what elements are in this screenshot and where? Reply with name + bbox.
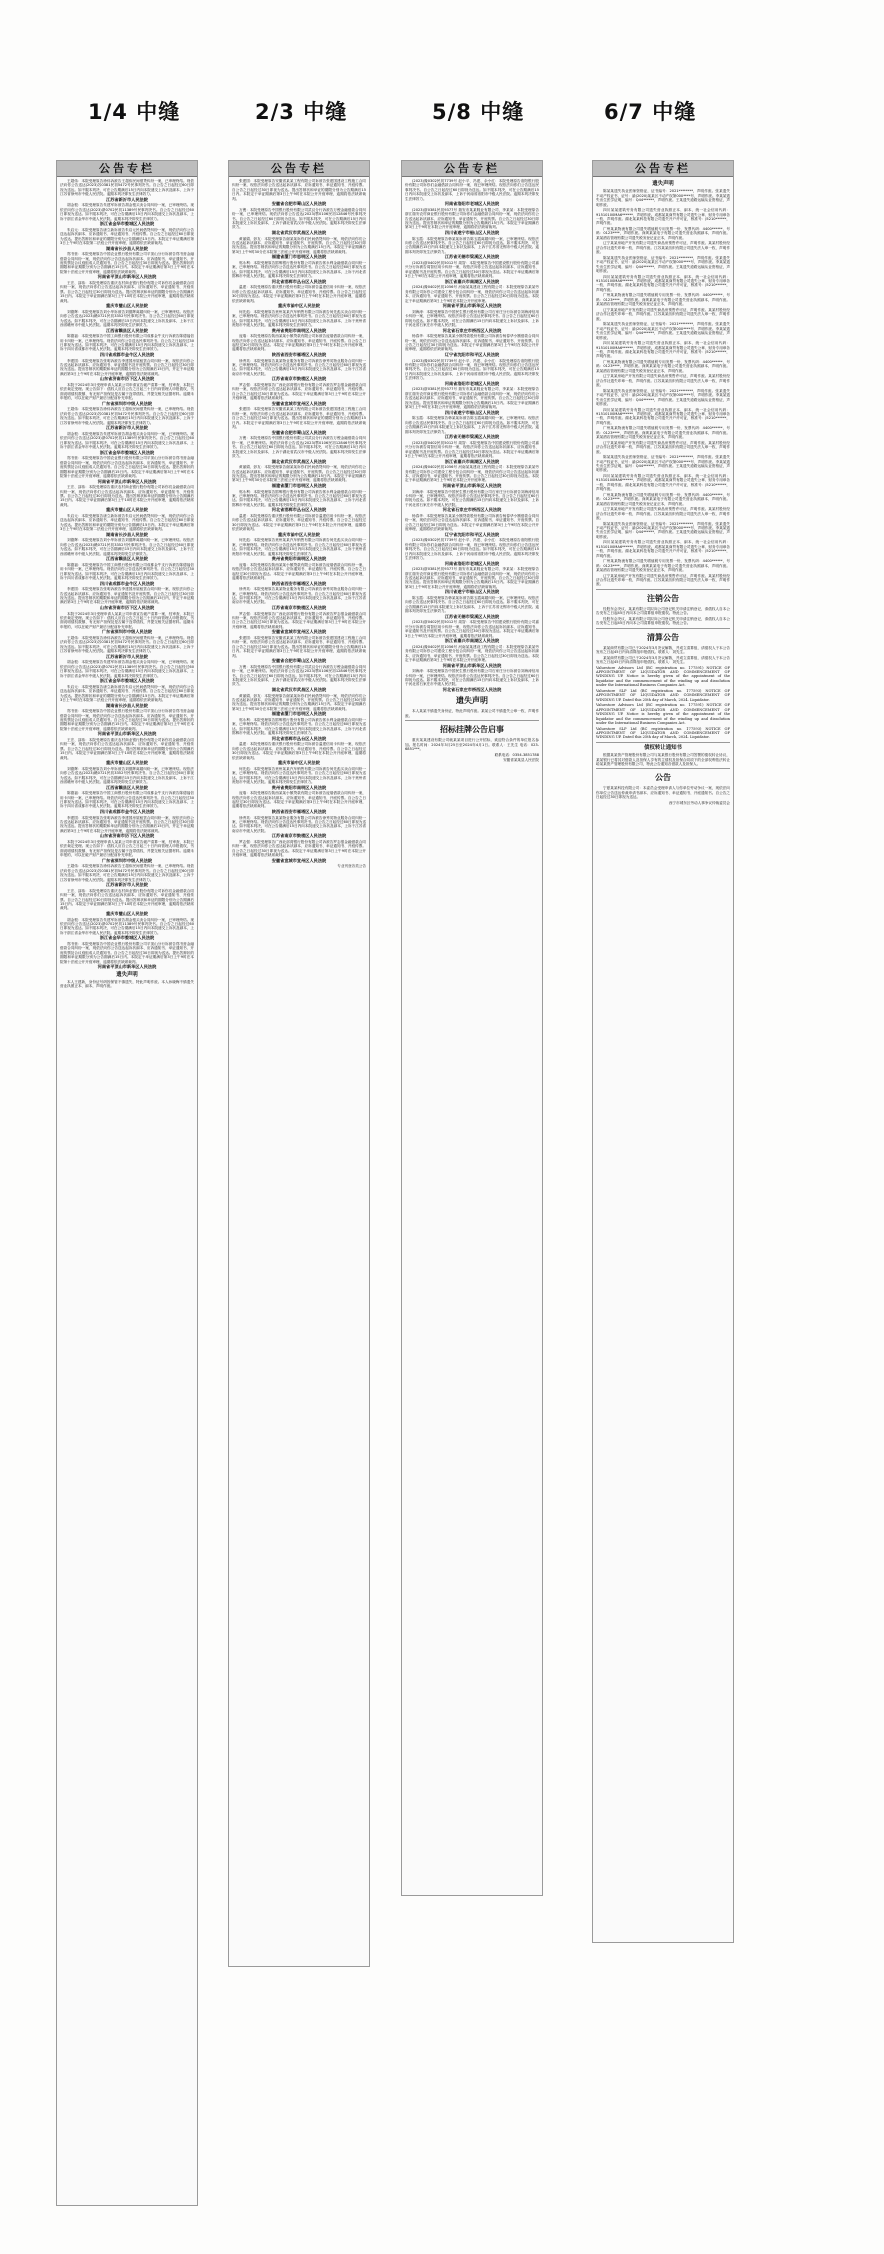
divider — [596, 628, 730, 629]
notice-text: 杨春华：本院受理原告某某小额贷款股份有限公司诉被告杨春华小额借款合同纠纷一案，现依法向你公告送达起诉状副本、应诉通知书、举证通知书、开庭传票。自公告之日起经过30日即视为送达。本院定于举证期满后第3日上午9时在本院公开开庭审理，逾期将依法缺席裁判。 — [405, 513, 539, 532]
court-name: 河南省洛阳市老城区人民法院 — [444, 380, 500, 386]
court-signature: 安徽省某某县人民法院 — [503, 758, 539, 763]
notice-column-1-4 — [56, 160, 198, 2206]
column-footer: 专业刊登各类公告 — [337, 864, 366, 869]
column-body — [593, 177, 733, 808]
notice-text: (2023)浙0381民初9377号 瑞安市某某鞋业有限公司、李某某：本院受理原告浙江瑞安农村商业银行股份有限公司诉你们金融借款合同纠纷一案，现依法向你们公告送达起诉状副本、应诉通知书、举证通知书、开庭传票。自公告之日起经过30日即视为送达。提出答辩状和举证的期限分别为公告期满后15日内。本院定于举证期满后第3日上午9时在本院公开开庭审理，逾期将依法缺席裁判。 — [405, 387, 539, 410]
notice-text: 郭永利：本院受理原告邯郸银行股份有限公司诉被告郭永利金融借款合同纠纷一案，已审理终结。现依法向你公告送达民事判决书。自公告之日起经过60日即视为送达。如不服本判决，可在公告期满后15日内向本院递交上诉状及副本，上诉于河北省邯郸市中级人民法院。逾期本判决即发生法律效力。 — [232, 261, 366, 279]
notice-text: 刘海涛：本院受理原告中国民生银行股份有限公司石家庄分行诉被告刘海涛信用卡纠纷一案，已审理终结。现依法向你公告送达民事判决书。自公告之日起经过60日即视为送达。如不服本判决，可在公告期满后15日内向本院递交上诉状及副本，上诉于河北省石家庄市中级人民法院。 — [405, 669, 539, 687]
notice-text: 广州某某物流有限公司遗失增值税专用发票一份，发票代码：4400******，号码：0123****，声明作废。深圳某某电子有限公司遗失营业执照副本，声明作废。某某酒店管理有限公司遗失税务登记证正本，声明作废。 — [596, 293, 730, 307]
notice-text: 陈玉霞：本院受理原告韩某某诉被告陈玉霞离婚纠纷一案，已审理终结。现依法向你公告送达民事判决书。自公告之日起经过60日即视为送达。如不服本判决，可在公告期满后15日内向本院递交上诉状及副本，上诉于江苏省无锡市中级人民法院。逾期本判决即发生法律效力。 — [405, 595, 539, 614]
court-name: 浙江省金华市婺城区人民法院 — [99, 935, 155, 941]
court-name: 安徽省宣城市宣州区人民法院 — [271, 857, 327, 863]
divider — [405, 720, 539, 721]
notice-text: 陈某某遗失执业医师资格证，证书编号：2021********，声明作废。张某遗失不动产权证书，证号：渝(2020)某某区不动产权第000****号，声明作废。李某某遗失出生医学证明，编号：Q44******，声明作废。王某遗失道路运输从业资格证，声明作废。 — [596, 388, 730, 406]
notice-text: 某某商贸有限公司已于2024年3月决议解散，并成立清算组，请债权人于本公告发布之日起45日内向清算组申报债权。联系人：刘先生。 — [596, 645, 730, 655]
notice-text: 经股东会决议，某某有限公司拟向公司登记机关申请注销登记，请债权人自本公告发布之日起45日内向本公司清算组申报债权。特此公告。 — [596, 606, 730, 616]
column-size-label-6-7: 6/7 中缝 — [604, 100, 697, 124]
court-name: 重庆市渝中区人民法院 — [278, 303, 320, 309]
arbitration-signature: 西宁市城东区劳动人事争议仲裁委员会 — [668, 800, 730, 805]
court-name: 安徽省合肥市蜀山区人民法院 — [271, 429, 327, 435]
notice-text: 四川某某建筑劳务有限公司遗失营业执照正本、副本，统一社会信用代码：91510100MA6******，声明作废。成都某某商贸有限公司遗失公章、财务专用章各一枚，声明作废。湖北某某科技有限公司遗失开户许可证，核准号：J5210******，声明作废。 — [596, 540, 730, 558]
court-name: 四川省遂宁市船山区人民法院 — [444, 409, 500, 415]
court-name: 河南省洛阳市老城区人民法院 — [444, 560, 500, 566]
notice-text: 张建国：本院受理原告安徽省某某工程有限公司诉被告张建国建设工程施工合同纠纷一案，现依法向你公告送达起诉状副本、应诉通知书、举证通知书、开庭传票。自公告之日起经过30日即视为送达。提出答辩状和举证的期限分别为公告期满后15日内。本院定于举证期满后第3日上午9时在本院公开开庭审理，逾期将依法缺席裁判。 — [232, 635, 366, 658]
notice-text: 李建国：本院受理原告张明诉被告李建国房屋租赁合同纠纷一案，现依法向你公告送达起诉状副本、应诉通知书、举证通知书及开庭传票。自公告之日起经过30日即视为送达。提出答辩状的期限和举证的期限分别为公告期满后15日内，并定于举证期满后第3日上午9时在本院公开开庭审理，逾期将依法缺席裁判。 — [60, 815, 194, 833]
lost-statement-title: 遗失声明 — [652, 181, 674, 187]
notice-text: 何先彪：本院受理原告贵州某某汽车销售有限公司诉被告何先彪买卖合同纠纷一案，已审理终结。现依法向你公告送达民事判决书。自公告之日起经过60日即视为送达。如不服本判决，可在公告期满后15日内向本院递交上诉状及副本，上诉于贵州省贵阳市中级人民法院。逾期本判决即发生法律效力。 — [232, 538, 366, 556]
notice-text: (2023)豫0302民初7739号 赵小平、冯建、余小红：本院受理原告洛阳银行股份有限公司诉你们金融借款合同纠纷一案，现已审理终结。现依法向你们公告送达民事判决书。自公告之日起经过60日即视为送达。如不服本判决，可在公告期满后15日内向本院递交上诉状及副本，上诉于河南省洛阳市中级人民法院。逾期本判决即发生法律效力。 — [405, 358, 539, 381]
court-name: 四川省成都市金牛区人民法院 — [99, 809, 155, 814]
court-name: 河北省石家庄市桥西区人民法院 — [442, 327, 502, 333]
column-header: 公告专栏 — [57, 161, 197, 177]
notice-text: 本院于2024年3月受理申请人某某公司申请宣告破产清算一案，经审查，本院已依法裁定受理。现公告如下：债权人应自公告之日起三十日内向管理人申报债权，书面说明债权数额、有无财产担保及是否属于连带债权，并提交相关证据材料。逾期未申报的，可以在破产财产最后分配前补充申报。 — [60, 840, 194, 858]
court-name: 辽宁省沈阳市和平区人民法院 — [444, 531, 500, 537]
notice-text: 何先彪：本院受理原告贵州某某汽车销售有限公司诉被告何先彪买卖合同纠纷一案，已审理终结。现依法向你公告送达民事判决书。自公告之日起经过60日即视为送达。如不服本判决，可在公告期满后15日内向本院递交上诉状及副本，上诉于贵州省贵阳市中级人民法院。逾期本判决即发生法律效力。 — [232, 766, 366, 784]
court-name: 山东省济南市历下区人民法院 — [99, 376, 155, 382]
notice-text: 广州某某物流有限公司遗失增值税专用发票一份，发票代码：4400******，号码：0123****，声明作废。深圳某某电子有限公司遗失营业执照副本，声明作废。某某酒店管理有限公司遗失税务登记证正本，声明作废。 — [596, 359, 730, 373]
notice-text: 经股东会决议，某某有限公司拟向公司登记机关申请注销登记，请债权人自本公告发布之日起45日内向本公司清算组申报债权。特此公告。 — [596, 616, 730, 626]
court-name: 山东省济南市历下区人民法院 — [99, 833, 155, 839]
court-name: 河北省邯郸市丛台区人民法院 — [271, 507, 327, 513]
court-name: 福建省厦门市思明区人民法院 — [271, 254, 327, 260]
court-name: 河北省邯郸市丛台区人民法院 — [271, 735, 327, 741]
notice-text: (2023)浙0402民初5012号 周智：本院受理原告中国建设银行股份有限公司嘉兴分行诉被告周智信用卡纠纷一案，现依法向你公告送达起诉状副本、应诉通知书、举证通知书及开庭传票。自公告之日起经过30日即视为送达。本院定于举证期满后第3日上午9时在本院公开开庭审理，逾期将依法缺席裁判。 — [405, 440, 539, 458]
notice-column-5-8 — [401, 160, 543, 1896]
notice-text: 广州某某物流有限公司遗失增值税专用发票一份，发票代码：4400******，号码：0123****，声明作废。深圳某某电子有限公司遗失营业执照副本，声明作废。某某酒店管理有限公司遗失税务登记证正本，声明作废。 — [596, 227, 730, 240]
court-name: 重庆市璧山区人民法院 — [106, 303, 148, 309]
notice-text: 李建国：本院受理原告张明诉被告李建国房屋租赁合同纠纷一案，现依法向你公告送达起诉状副本、应诉通知书、举证通知书及开庭传票。自公告之日起经过30日即视为送达。提出答辩状的期限和举证的期限分别为公告期满后15日内，并定于举证期满后第3日上午9时在本院公开开庭审理，逾期将依法缺席裁判。 — [60, 358, 194, 376]
notice-text: 本人王建新，身份证号码因保管不慎遗失，特此声明作废。本人孙晓梅不慎遗失营业执照正本、副本，声明作废。 — [60, 980, 194, 989]
court-name: 浙江省嘉兴市南湖区人民法院 — [444, 278, 500, 284]
notice-text: 郑书营：本院受理原告中国农业银行股份有限公司平顶山分行诉被告郑书营金融借款合同纠纷一案，现依法向你公告送达起诉状副本、应诉通知书、举证通知书、开庭传票及合议庭组成人员通知书。自公告之日起经过30日即视为送达。提出答辩状的期限和举证期限分别为公告期满后15日内。本院定于举证期满后第3日上午9时在本院第十法庭公开开庭审理，逾期将依法缺席裁判。 — [60, 252, 194, 274]
notice-text: 重庆某某建设有限公司就某某项目进行公开招标，欢迎符合条件的单位报名参加。报名时间：2024年3月25日至2024年4月1日。联系人：王先生 电话：023-6851***。 — [405, 738, 539, 751]
court-name: 湖北省武汉市武昌区人民法院 — [271, 230, 327, 236]
column-body — [57, 177, 197, 992]
court-name: 广东省深圳市中级人民法院 — [101, 857, 153, 863]
court-name: 重庆市璧山区人民法院 — [106, 507, 148, 513]
court-name: 河北省石家庄市桥西区人民法院 — [442, 507, 502, 513]
notice-text: 王宏、邵伟：本院受理原告重庆农村商业银行股份有限公司诉你们金融借款合同纠纷一案，现依法向你们公告送达起诉状副本、应诉通知书、举证通知书、开庭传票。自公告之日起经过30日即视为送达。提出答辩状和举证的期限分别为公告期满后15日内。本院定于举证期满后第3日上午10时在本院公开开庭审理，逾期将依法缺席裁判。 — [60, 485, 194, 507]
notice-text: 陈某某遗失执业医师资格证，证书编号：2021********，声明作废。张某遗失不动产权证书，证号：渝(2020)某某区不动产权第000****号，声明作废。李某某遗失出生医学证明，编号：Q44******，声明作废。王某遗失道路运输从业资格证，声明作废。 — [596, 189, 730, 207]
notice-text: 陈某某遗失执业医师资格证，证书编号：2021********，声明作废。张某遗失不动产权证书，证号：渝(2020)某某区不动产权第000****号，声明作废。李某某遗失出生医学证明，编号：Q44******，声明作废。王某遗失道路运输从业资格证，声明作废。 — [596, 455, 730, 473]
english-notice: Valuestore SLP Ltd (BC registration no. 177593) NOTICE OF APPOINTMENT OF LIQUIDATOR AND COMMENCEMENT OF WINDING UP. Dated this 25th day of March, 2024. Liquidator. — [596, 688, 730, 702]
court-name: 贵州省贵阳市南明区人民法院 — [271, 327, 327, 333]
notice-text: 陈玉霞：本院受理原告韩某某诉被告陈玉霞离婚纠纷一案，已审理终结。现依法向你公告送达民事判决书。自公告之日起经过60日即视为送达。如不服本判决，可在公告期满后15日内向本院递交上诉状及副本，上诉于江苏省无锡市中级人民法院。逾期本判决即发生法律效力。 — [405, 236, 539, 254]
notice-text: 四川某某建筑劳务有限公司遗失营业执照正本、副本，统一社会信用代码：91510100MA6******，声明作废。成都某某商贸有限公司遗失公章、财务专用章各一枚，声明作废。湖北某某科技有限公司遗失开户许可证，核准号：J5210******，声明作废。 — [596, 274, 730, 292]
court-name: 湖北省武汉市武昌区人民法院 — [271, 686, 327, 692]
notice-text: (2023)浙0381民初9377号 瑞安市某某鞋业有限公司、李某某：本院受理原告浙江瑞安农村商业银行股份有限公司诉你们金融借款合同纠纷一案，现依法向你们公告送达起诉状副本、应诉通知书、举证通知书、开庭传票。自公告之日起经过30日即视为送达。提出答辩状和举证的期限分别为公告期满后15日内。本院定于举证期满后第3日上午9时在本院公开开庭审理，逾期将依法缺席裁判。 — [405, 567, 539, 589]
notice-text: 张建国：本院受理原告安徽省某某工程有限公司诉被告张建国建设工程施工合同纠纷一案，现依法向你公告送达起诉状副本、应诉通知书、举证通知书、开庭传票。自公告之日起经过30日即视为送达。提出答辩状和举证的期限分别为公告期满后15日内。本院定于举证期满后第3日上午9时在本院公开开庭审理，逾期将依法缺席裁判。 — [232, 407, 366, 430]
court-name: 陕西省西安市雁塔区人民法院 — [271, 352, 327, 358]
divider — [596, 742, 730, 743]
english-notice: Valuestore Advisors Ltd (BC registration no. 177591) NOTICE OF APPOINTMENT OF LIQUIDATOR AND COMMENCEMENT OF WINDING UP. Notice is hereby given of the appointment of the liquidator and the commencement of the winding up and dissolution under the International Business Companies Act. — [596, 665, 730, 688]
notice-text: 王宏、邵伟：本院受理原告重庆农村商业银行股份有限公司诉你们金融借款合同纠纷一案，现依法向你们公告送达起诉状副本、应诉通知书、举证通知书、开庭传票。自公告之日起经过30日即视为送达。提出答辩状和举证的期限分别为公告期满后15日内。本院定于举证期满后第3日上午10时在本院公开开庭审理，逾期将依法缺席裁判。 — [60, 281, 194, 303]
court-name: 江苏省南京市鼓楼区人民法院 — [271, 604, 327, 610]
notice-text: 王超伟：本院受理原告徐伟诉被告王超伟民间借贷纠纷一案，已审理终结。现依法向你公告送达(2023)苏0381民初5472号民事判决书。自公告之日起经过60日即视为送达。如不服本判决，可在公告期满后15日内向本院递交上诉状及副本，上诉于江苏省徐州市中级人民法院。逾期本判决即发生法律效力。 — [60, 864, 194, 882]
notice-text: 本人某某不慎遗失身份证，特此声明作废。某某公司不慎遗失公章一枚，声明作废。 — [405, 709, 539, 718]
notice-title: 公告 — [655, 773, 671, 783]
english-notice: Valuestore Advisors Ltd (BC registration no. 177591) NOTICE OF APPOINTMENT OF LIQUIDATOR AND COMMENCEMENT OF WINDING UP. Notice is hereby given of the appointment of the liquidator and the commencement of the winding up and dissolution under the International Business Companies Act. — [596, 703, 730, 725]
court-name: 浙江省嘉兴市南湖区人民法院 — [444, 458, 500, 464]
court-name: 广东省深圳市中级人民法院 — [101, 400, 153, 406]
divider — [596, 768, 730, 769]
notice-text: 四川某某建筑劳务有限公司遗失营业执照正本、副本，统一社会信用代码：91510100MA6******，声明作废。成都某某商贸有限公司遗失公章、财务专用章各一枚，声明作废。湖北某某科技有限公司遗失开户许可证，核准号：J5210******，声明作废。 — [596, 473, 730, 492]
notice-text: 宁夏某某科技有限公司：本委员会受理申请人与你单位劳动争议一案，现依法向你单位公告送达仲裁申请书副本、应诉通知书、举证通知书、开庭通知书。自公告之日起经过30日即视为送达。 — [596, 786, 730, 800]
column-header: 公告专栏 — [593, 161, 733, 177]
court-name: 重庆市渝中区人民法院 — [278, 531, 320, 537]
notice-text: 辽宁某某房地产开发有限公司遗失商品房预售许可证，声明作废。某某村股份经济合作社遗失印章一枚，声明作废。江苏某某纺织有限公司遗失法人章一枚，声明作废。 — [596, 374, 730, 388]
notice-text: 陈德福：本院受理原告中国工商银行股份有限公司成都金牛支行诉被告陈德福信用卡纠纷一案，已审理终结。现依法向你公告送达民事判决书。自公告之日起经过30日即视为送达。如不服本判决，可在公告期满后15日内向本院递交上诉状及副本，上诉于四川省成都市中级人民法院。逾期本判决即发生法律效力。 — [60, 791, 194, 809]
notice-text: 朱启元：本院受理原告唐立新诉被告朱启元民间借贷纠纷一案，现依法向你公告送达起诉状副本、应诉通知书、举证通知书、开庭传票。自公告之日起经过60日即视为送达。提出答辩状和举证的期限分别为公告期满后15日内。本院定于举证期满后第3日上午9时在本院第二法庭公开开庭审理，逾期将依法缺席裁判。 — [60, 227, 194, 246]
notice-text: 本院于2024年3月受理申请人某某公司申请宣告破产清算一案，经审查，本院已依法裁定受理。现公告如下：债权人应自公告之日起三十日内向管理人申报债权，书面说明债权数额、有无财产担保及是否属于连带债权，并提交相关证据材料。逾期未申报的，可以在破产财产最后分配前补充申报。 — [60, 611, 194, 629]
notice-text: 广州某某物流有限公司遗失增值税专用发票一份，发票代码：4400******，号码：0123****，声明作废。深圳某某电子有限公司遗失营业执照副本，声明作废。某某酒店管理有限公司遗失税务登记证正本，声明作废。 — [596, 559, 730, 573]
notice-text: 万俊：本院受理原告中国银行股份有限公司武汉分行诉被告万俊金融借款合同纠纷一案，已审理终结。现依法向你公告送达(2023)鄂0106民初12846号民事判决书。自公告之日起经过60日即视为送达。如不服本判决，可在公告期满后15日内向本院递交上诉状及副本，上诉于湖北省武汉市中级人民法院。逾期本判决即发生法律效力。 — [232, 207, 366, 230]
notice-text: 四川某某建筑劳务有限公司遗失营业执照正本、副本，统一社会信用代码：91510100MA6******，声明作废。成都某某商贸有限公司遗失公章、财务专用章各一枚，声明作废。湖北某某科技有限公司遗失开户许可证，核准号：J5210******，声明作废。 — [596, 341, 730, 359]
notice-text: 根据某某资产管理股份有限公司与某某银行股份有限公司签署的债权转让协议，某某银行已将其对借款人及担保人享有的主债权及担保合同项下的全部权利依法转让给某某资产管理股份有限公司，特此公告通知各借款人及担保人。 — [596, 753, 730, 766]
notice-text: 万俊：本院受理原告中国银行股份有限公司武汉分行诉被告万俊金融借款合同纠纷一案，已审理终结。现依法向你公告送达(2023)鄂0106民初12846号民事判决书。自公告之日起经过60日即视为送达。如不服本判决，可在公告期满后15日内向本院递交上诉状及副本，上诉于湖北省武汉市中级人民法院。逾期本判决即发生法律效力。 — [232, 436, 366, 458]
notice-text: (2023)浙0402民初5012号 周智：本院受理原告中国建设银行股份有限公司嘉兴分行诉被告周智信用卡纠纷一案，现依法向你公告送达起诉状副本、应诉通知书、举证通知书及开庭传票。自公告之日起经过30日即视为送达。本院定于举证期满后第3日上午9时在本院公开开庭审理，逾期将依法缺席裁判。 — [405, 261, 539, 279]
notice-text: 刘海涛：本院受理原告中国民生银行股份有限公司石家庄分行诉被告刘海涛信用卡纠纷一案，已审理终结。现依法向你公告送达民事判决书。自公告之日起经过60日即视为送达。如不服本判决，可在公告期满后15日内向本院递交上诉状及副本，上诉于河北省石家庄市中级人民法院。 — [405, 309, 539, 328]
notice-text: 胡金根：本院受理原告朱建军诉被告胡金根买卖合同纠纷一案，已审理终结。现依法向你公告送达(2023)浙0702民初11389号民事判决书。自公告之日起经过60日即视为送达。如不服本判决，可在公告期满后15日内向本院递交上诉状及副本，上诉于浙江省金华市中级人民法院。逾期本判决即发生法律效力。 — [60, 431, 194, 450]
notice-column-2-3 — [228, 160, 370, 1967]
notice-text: 辽宁某某房地产开发有限公司遗失商品房预售许可证，声明作废。某某村股份经济合作社遗失印章一枚，声明作废。江苏某某纺织有限公司遗失法人章一枚，声明作废。 — [596, 573, 730, 587]
notice-text: 温建：本院受理原告重庆银行股份有限公司诉被告温建信用卡纠纷一案，现依法向你公告送达起诉状副本、应诉通知书、举证通知书、开庭传票。自公告之日起经过30日即视为送达。本院定于举证期满后第3日上午9时在本院公开开庭审理，逾期将依法缺席裁判。 — [232, 513, 366, 532]
notice-text: 庞瑞：本院受理原告陕西某某小额贷款有限公司诉被告庞瑞借款合同纠纷一案，现依法向你公告送达起诉状副本、应诉通知书、举证通知书、开庭传票。自公告之日起经过30日即视为送达。本院定于举证期满后第3日上午9时在本院公开开庭审理，逾期将依法缺席裁判。 — [232, 562, 366, 580]
court-name: 广东省深圳市中级人民法院 — [101, 629, 153, 635]
court-name: 陕西省西安市雁塔区人民法院 — [271, 809, 327, 814]
notice-text: 张建国：本院受理原告安徽省某某工程有限公司诉被告张建国建设工程施工合同纠纷一案，现依法向你公告送达起诉状副本、应诉通知书、举证通知书、开庭传票。自公告之日起经过30日即视为送达。提出答辩状和举证的期限分别为公告期满后15日内。本院定于举证期满后第3日上午9时在本院公开开庭审理，逾期将依法缺席裁判。 — [232, 179, 366, 201]
court-name: 湖南省长沙县人民法院 — [106, 531, 148, 537]
court-name: 福建省厦门市思明区人民法院 — [271, 711, 327, 717]
notice-text: 四川某某建筑劳务有限公司遗失营业执照正本、副本，统一社会信用代码：91510100MA6******，声明作废。成都某某商贸有限公司遗失公章、财务专用章各一枚，声明作废。湖北某某科技有限公司遗失开户许可证，核准号：J5210******，声明作废。 — [596, 407, 730, 425]
notice-text: 黄丽娟、彭友：本院受理原告谢某某诉你们民间借贷纠纷一案，现依法向你们公告送达起诉状副本、应诉通知书、举证通知书、开庭传票。自公告之日起经过30日即视为送达。提出答辩状和举证的期限分别为公告期满后15日内。本院定于举证期满后第3日上午9时30分在本院第三法庭公开开庭审理，逾期将依法缺席裁判。 — [232, 236, 366, 254]
notice-text: 陈德福：本院受理原告中国工商银行股份有限公司成都金牛支行诉被告陈德福信用卡纠纷一案，已审理终结。现依法向你公告送达民事判决书。自公告之日起经过30日即视为送达。如不服本判决，可在公告期满后15日内向本院递交上诉状及副本，上诉于四川省成都市中级人民法院。逾期本判决即发生法律效力。 — [60, 562, 194, 580]
court-name: 重庆市璧山区人民法院 — [106, 760, 148, 766]
notice-text: (2023)豫0302民初7739号 赵小平、冯建、余小红：本院受理原告洛阳银行股份有限公司诉你们金融借款合同纠纷一案，现已审理终结。现依法向你们公告送达民事判决书。自公告之日起经过60日即视为送达。如不服本判决，可在公告期满后15日内向本院递交上诉状及副本，上诉于河南省洛阳市中级人民法院。逾期本判决即发生法律效力。 — [405, 179, 539, 201]
court-name: 河南省平顶山市新华区人民法院 — [97, 274, 157, 280]
notice-text: (2023)豫0302民初7739号 赵小平、冯建、余小红：本院受理原告洛阳银行股份有限公司诉你们金融借款合同纠纷一案，现已审理终结。现依法向你们公告送达民事判决书。自公告之日起经过60日即视为送达。如不服本判决，可在公告期满后15日内向本院递交上诉状及副本，上诉于河南省洛阳市中级人民法院。逾期本判决即发生法律效力。 — [405, 538, 539, 560]
column-size-label-2-3: 2/3 中缝 — [255, 100, 348, 124]
notice-text: 罗志强：本院受理原告广西北部湾银行股份有限公司诉被告罗志强金融借款合同纠纷一案，现依法向你公告送达起诉状副本、应诉通知书、举证通知书、开庭传票。自公告之日起经过30日即视为送达。本院定于举证期满后第3日上午9时在本院公开开庭审理，逾期将依法缺席裁判。 — [232, 383, 366, 401]
court-name: 江西省赣县区人民法院 — [106, 784, 148, 790]
notice-text: 王超伟：本院受理原告徐伟诉被告王超伟民间借贷纠纷一案，已审理终结。现依法向你公告送达(2023)苏0381民初5472号民事判决书。自公告之日起经过60日即视为送达。如不服本判决，可在公告期满后15日内向本院递交上诉状及副本，上诉于江苏省徐州市中级人民法院。逾期本判决即发生法律效力。 — [60, 635, 194, 654]
tender-notice-title: 招标挂牌公告启事 — [440, 725, 504, 735]
notice-text: 朱启元：本院受理原告唐立新诉被告朱启元民间借贷纠纷一案，现依法向你公告送达起诉状副本、应诉通知书、举证通知书、开庭传票。自公告之日起经过60日即视为送达。提出答辩状和举证的期限分别为公告期满后15日内。本院定于举证期满后第3日上午9时在本院第二法庭公开开庭审理，逾期将依法缺席裁判。 — [60, 684, 194, 702]
court-name: 贵州省贵阳市南明区人民法院 — [271, 556, 327, 562]
court-name: 重庆市璧山区人民法院 — [106, 911, 148, 917]
court-name: 江苏省南京市鼓楼区人民法院 — [271, 376, 327, 382]
court-name: 江西省赣县区人民法院 — [106, 556, 148, 562]
court-name: 浙江省金华市婺城区人民法院 — [99, 221, 155, 227]
notice-text: 陈某某遗失执业医师资格证，证书编号：2021********，声明作废。张某遗失不动产权证书，证号：渝(2020)某某区不动产权第000****号，声明作废。李某某遗失出生医学证明，编号：Q44******，声明作废。王某遗失道路运输从业资格证，声明作废。 — [596, 322, 730, 340]
notice-text: 辽宁某某房地产开发有限公司遗失商品房预售许可证，声明作废。某某村股份经济合作社遗失印章一枚，声明作废。江苏某某纺织有限公司遗失法人章一枚，声明作废。 — [596, 507, 730, 520]
notice-text: 刘德辉：本院受理原告刘小华诉被告刘德辉离婚纠纷一案，已审理终结。现依法向你公告送达(2023)赣0721民初3352号民事判决书。自公告之日起经过60日即视为送达。如不服本判决，可在公告期满后15日内向本院递交上诉状及副本，上诉于江西省赣州市中级人民法院。逾期本判决即发生法律效力。 — [60, 309, 194, 328]
court-name: 四川省遂宁市船山区人民法院 — [444, 589, 500, 595]
notice-text: 广州某某物流有限公司遗失增值税专用发票一份，发票代码：4400******，号码：0123****，声明作废。深圳某某电子有限公司遗失营业执照副本，声明作废。某某酒店管理有限公司遗失税务登记证正本，声明作废。 — [596, 426, 730, 440]
notice-text: 万俊：本院受理原告中国银行股份有限公司武汉分行诉被告万俊金融借款合同纠纷一案，已审理终结。现依法向你公告送达(2023)鄂0106民初12846号民事判决书。自公告之日起经过60日即视为送达。如不服本判决，可在公告期满后15日内向本院递交上诉状及副本，上诉于湖北省武汉市中级人民法院。逾期本判决即发生法律效力。 — [232, 664, 366, 687]
court-name: 河北省邯郸市丛台区人民法院 — [271, 278, 327, 284]
notice-text: 郭永利：本院受理原告邯郸银行股份有限公司诉被告郭永利金融借款合同纠纷一案，已审理终结。现依法向你公告送达民事判决书。自公告之日起经过60日即视为送达。如不服本判决，可在公告期满后15日内向本院递交上诉状及副本，上诉于河北省邯郸市中级人民法院。逾期本判决即发生法律效力。 — [232, 489, 366, 507]
court-name: 辽宁省沈阳市和平区人民法院 — [444, 352, 500, 358]
contact-phone: 联系电话：0354-3851788 — [494, 752, 539, 757]
notice-text: 庞瑞：本院受理原告陕西某某小额贷款有限公司诉被告庞瑞借款合同纠纷一案，现依法向你公告送达起诉状副本、应诉通知书、举证通知书、开庭传票。自公告之日起经过30日即视为送达。本院定于举证期满后第3日上午9时在本院公开开庭审理，逾期将依法缺席裁判。 — [232, 791, 366, 809]
notice-text: 四川某某建筑劳务有限公司遗失营业执照正本、副本，统一社会信用代码：91510100MA6******，声明作废。成都某某商贸有限公司遗失公章、财务专用章各一枚，声明作废。湖北某某科技有限公司遗失开户许可证，核准号：J5210******，声明作废。 — [596, 208, 730, 226]
court-name: 山东省济南市历下区人民法院 — [99, 604, 155, 610]
notice-text: 徐秀英：本院受理原告某某物业服务有限公司诉被告徐秀英物业服务合同纠纷一案，已审理终结。现依法向你公告送达民事判决书。自公告之日起经过60日即视为送达。如不服本判决，可在公告期满后15日内向本院递交上诉状及副本，上诉于江苏省南京市中级人民法院。 — [232, 358, 366, 376]
notice-text: 庞瑞：本院受理原告陕西某某小额贷款有限公司诉被告庞瑞借款合同纠纷一案，现依法向你公告送达起诉状副本、应诉通知书、举证通知书、开庭传票。自公告之日起经过30日即视为送达。本院定于举证期满后第3日上午9时在本院公开开庭审理，逾期将依法缺席裁判。 — [232, 334, 366, 352]
notice-text: 广州某某物流有限公司遗失增值税专用发票一份，发票代码：4400******，号码：0123****，声明作废。深圳某某电子有限公司遗失营业执照副本，声明作废。某某酒店管理有限公司遗失税务登记证正本，声明作废。 — [596, 492, 730, 506]
court-name: 江苏省无锡市梁溪区人民法院 — [444, 434, 500, 440]
court-name: 重庆市渝中区人民法院 — [278, 760, 320, 766]
notice-text: 郑书营：本院受理原告中国农业银行股份有限公司平顶山分行诉被告郑书营金融借款合同纠纷一案，现依法向你公告送达起诉状副本、应诉通知书、举证通知书、开庭传票及合议庭组成人员通知书。自公告之日起经过30日即视为送达。提出答辩状的期限和举证期限分别为公告期满后15日内。本院定于举证期满后第3日上午9时在本院第十法庭公开开庭审理，逾期将依法缺席裁判。 — [60, 709, 194, 731]
court-name: 安徽省宣城市宣州区人民法院 — [271, 629, 327, 635]
court-name: 陕西省西安市雁塔区人民法院 — [271, 580, 327, 586]
court-name: 四川省遂宁市船山区人民法院 — [444, 230, 500, 236]
column-header: 公告专栏 — [402, 161, 542, 177]
court-name: 湖南省长沙县人民法院 — [106, 702, 148, 708]
court-name: 河南省洛阳市老城区人民法院 — [444, 201, 500, 207]
court-name: 贵州省贵阳市南明区人民法院 — [271, 784, 327, 790]
notice-text: 陈某某遗失执业医师资格证，证书编号：2021********，声明作废。张某遗失不动产权证书，证号：渝(2020)某某区不动产权第000****号，声明作废。李某某遗失出生医学证明，编号：Q44******，声明作废。王某遗失道路运输从业资格证，声明作废。 — [596, 521, 730, 539]
court-name: 江苏省南京市鼓楼区人民法院 — [271, 833, 327, 839]
notice-text: 本院于2024年3月受理申请人某某公司申请宣告破产清算一案，经审查，本院已依法裁定受理。现公告如下：债权人应自公告之日起三十日内向管理人申报债权，书面说明债权数额、有无财产担保及是否属于连带债权，并提交相关证据材料。逾期未申报的，可以在破产财产最后分配前补充申报。 — [60, 383, 194, 401]
notice-text: 温建：本院受理原告重庆银行股份有限公司诉被告温建信用卡纠纷一案，现依法向你公告送达起诉状副本、应诉通知书、举证通知书、开庭传票。自公告之日起经过30日即视为送达。本院定于举证期满后第3日上午9时在本院公开开庭审理，逾期将依法缺席裁判。 — [232, 742, 366, 760]
notice-text: 胡金根：本院受理原告朱建军诉被告胡金根买卖合同纠纷一案，已审理终结。现依法向你公告送达(2023)浙0702民初11389号民事判决书。自公告之日起经过60日即视为送达。如不服本判决，可在公告期满后15日内向本院递交上诉状及副本，上诉于浙江省金华市中级人民法院。逾期本判决即发生法律效力。 — [60, 660, 194, 678]
notice-text: (2024)豫0402民初1056号 河南某某建设工程有限公司：本院受理原告某某劳务有限公司诉你公司建设工程分包合同纠纷一案，现依法向你公司公告送达起诉状副本、应诉通知书、举证通知书、开庭传票。自公告之日起经过30日即视为送达。本院定于举证期满后第3日上午9时在本院公开开庭审理。 — [405, 644, 539, 662]
english-notice: Valuestore SLP Ltd (BC registration no. 177593) NOTICE OF APPOINTMENT OF LIQUIDATOR AND COMMENCEMENT OF WINDING UP. Dated this 25th day of March, 2024. Liquidator. — [596, 726, 730, 740]
court-name: 安徽省宣城市宣州区人民法院 — [271, 400, 327, 406]
notice-text: 黄丽娟、彭友：本院受理原告谢某某诉你们民间借贷纠纷一案，现依法向你们公告送达起诉状副本、应诉通知书、举证通知书、开庭传票。自公告之日起经过30日即视为送达。提出答辩状和举证的期限分别为公告期满后15日内。本院定于举证期满后第3日上午9时30分在本院第三法庭公开开庭审理，逾期将依法缺席裁判。 — [232, 693, 366, 711]
notice-text: 杨春华：本院受理原告某某小额贷款股份有限公司诉被告杨春华小额借款合同纠纷一案，现依法向你公告送达起诉状副本、应诉通知书、举证通知书、开庭传票。自公告之日起经过30日即视为送达。本院定于举证期满后第3日上午9时在本院公开开庭审理，逾期将依法缺席裁判。 — [405, 334, 539, 352]
court-name: 江苏省新沂市人民法院 — [106, 196, 148, 202]
column-size-label-1-4: 1/4 中缝 — [88, 100, 181, 124]
notice-text: 王超伟：本院受理原告徐伟诉被告王超伟民间借贷纠纷一案，已审理终结。现依法向你公告送达(2023)苏0381民初5472号民事判决书。自公告之日起经过60日即视为送达。如不服本判决，可在公告期满后15日内向本院递交上诉状及副本，上诉于江苏省徐州市中级人民法院。逾期本判决即发生法律效力。 — [60, 179, 194, 197]
notice-text: 某某商贸有限公司已于2024年3月决议解散，并成立清算组，请债权人于本公告发布之日起45日内向清算组申报债权。联系人：刘先生。 — [596, 655, 730, 665]
court-name: 河南省平顶山市新华区人民法院 — [442, 303, 502, 309]
court-name: 四川省成都市金牛区人民法院 — [99, 352, 155, 358]
notice-text: 王超伟：本院受理原告徐伟诉被告王超伟民间借贷纠纷一案，已审理终结。现依法向你公告送达(2023)苏0381民初5472号民事判决书。自公告之日起经过60日即视为送达。如不服本判决，可在公告期满后15日内向本院递交上诉状及副本，上诉于江苏省徐州市中级人民法院。逾期本判决即发生法律效力。 — [60, 407, 194, 425]
notice-text: 徐秀英：本院受理原告某某物业服务有限公司诉被告徐秀英物业服务合同纠纷一案，已审理终结。现依法向你公告送达民事判决书。自公告之日起经过60日即视为送达。如不服本判决，可在公告期满后15日内向本院递交上诉状及副本，上诉于江苏省南京市中级人民法院。 — [232, 587, 366, 605]
notice-text: 王宏、邵伟：本院受理原告重庆农村商业银行股份有限公司诉你们金融借款合同纠纷一案，现依法向你们公告送达起诉状副本、应诉通知书、举证通知书、开庭传票。自公告之日起经过30日即视为送达。提出答辩状和举证的期限分别为公告期满后15日内。本院定于举证期满后第3日上午10时在本院公开开庭审理，逾期将依法缺席裁判。 — [60, 737, 194, 760]
notice-text: 何先彪：本院受理原告贵州某某汽车销售有限公司诉被告何先彪买卖合同纠纷一案，已审理终结。现依法向你公告送达民事判决书。自公告之日起经过60日即视为送达。如不服本判决，可在公告期满后15日内向本院递交上诉状及副本，上诉于贵州省贵阳市中级人民法院。逾期本判决即发生法律效力。 — [232, 309, 366, 328]
notice-text: 辽宁某某房地产开发有限公司遗失商品房预售许可证，声明作废。某某村股份经济合作社遗失印章一枚，声明作废。江苏某某纺织有限公司遗失法人章一枚，声明作废。 — [596, 241, 730, 255]
court-name: 福建省厦门市思明区人民法院 — [271, 482, 327, 488]
court-name: 河南省平顶山市新华区人民法院 — [97, 964, 157, 970]
notice-text: 郑书营：本院受理原告中国农业银行股份有限公司平顶山分行诉被告郑书营金融借款合同纠纷一案，现依法向你公告送达起诉状副本、应诉通知书、举证通知书、开庭传票及合议庭组成人员通知书。自公告之日起经过30日即视为送达。提出答辩状的期限和举证期限分别为公告期满后15日内。本院定于举证期满后第3日上午9时在本院第十法庭公开开庭审理，逾期将依法缺席裁判。 — [60, 942, 194, 964]
court-name: 河南省平顶山市新华区人民法院 — [442, 662, 502, 668]
court-name: 安徽省合肥市蜀山区人民法院 — [271, 658, 327, 664]
notice-text: 刘海涛：本院受理原告中国民生银行股份有限公司石家庄分行诉被告刘海涛信用卡纠纷一案，已审理终结。现依法向你公告送达民事判决书。自公告之日起经过60日即视为送达。如不服本判决，可在公告期满后15日内向本院递交上诉状及副本，上诉于河北省石家庄市中级人民法院。 — [405, 489, 539, 507]
court-name: 浙江省金华市婺城区人民法院 — [99, 678, 155, 684]
court-name: 四川省成都市金牛区人民法院 — [99, 580, 155, 586]
court-name: 河南省平顶山市新华区人民法院 — [97, 478, 157, 484]
notice-text: 罗志强：本院受理原告广西北部湾银行股份有限公司诉被告罗志强金融借款合同纠纷一案，现依法向你公告送达起诉状副本、应诉通知书、举证通知书、开庭传票。自公告之日起经过30日即视为送达。本院定于举证期满后第3日上午9时在本院公开开庭审理，逾期将依法缺席裁判。 — [232, 840, 366, 858]
court-name: 浙江省金华市婺城区人民法院 — [99, 449, 155, 455]
debt-transfer-title: 债权转让通知书 — [644, 744, 682, 751]
notice-text: 朱启元：本院受理原告唐立新诉被告朱启元民间借贷纠纷一案，现依法向你公告送达起诉状副本、应诉通知书、举证通知书、开庭传票。自公告之日起经过60日即视为送达。提出答辩状和举证的期限分别为公告期满后15日内。本院定于举证期满后第3日上午9时在本院第二法庭公开开庭审理，逾期将依法缺席裁判。 — [60, 513, 194, 532]
court-name: 湖南省长沙县人民法院 — [106, 245, 148, 251]
lost-statement-title: 遗失声明 — [456, 696, 488, 706]
notice-text: 刘德辉：本院受理原告刘小华诉被告刘德辉离婚纠纷一案，已审理终结。现依法向你公告送达(2023)赣0721民初3352号民事判决书。自公告之日起经过60日即视为送达。如不服本判决，可在公告期满后15日内向本院递交上诉状及副本，上诉于江西省赣州市中级人民法院。逾期本判决即发生法律效力。 — [60, 538, 194, 556]
court-name: 江西省赣县区人民法院 — [106, 327, 148, 333]
court-name: 河北省石家庄市桥西区人民法院 — [442, 686, 502, 692]
court-name: 江苏省新沂市人民法院 — [106, 425, 148, 431]
column-size-label-5-8: 5/8 中缝 — [432, 100, 525, 124]
notice-text: 王宏、邵伟：本院受理原告重庆农村商业银行股份有限公司诉你们金融借款合同纠纷一案，现依法向你们公告送达起诉状副本、应诉通知书、举证通知书、开庭传票。自公告之日起经过30日即视为送达。提出答辩状和举证的期限分别为公告期满后15日内。本院定于举证期满后第3日上午10时在本院公开开庭审理，逾期将依法缺席裁判。 — [60, 888, 194, 911]
notice-text: 郭永利：本院受理原告邯郸银行股份有限公司诉被告郭永利金融借款合同纠纷一案，已审理终结。现依法向你公告送达民事判决书。自公告之日起经过60日即视为送达。如不服本判决，可在公告期满后15日内向本院递交上诉状及副本，上诉于河北省邯郸市中级人民法院。逾期本判决即发生法律效力。 — [232, 717, 366, 736]
notice-column-6-7 — [592, 160, 734, 1943]
notice-text: 罗志强：本院受理原告广西北部湾银行股份有限公司诉被告罗志强金融借款合同纠纷一案，现依法向你公告送达起诉状副本、应诉通知书、举证通知书、开庭传票。自公告之日起经过30日即视为送达。本院定于举证期满后第3日上午9时在本院公开开庭审理，逾期将依法缺席裁判。 — [232, 611, 366, 629]
notice-text: 辽宁某某房地产开发有限公司遗失商品房预售许可证，声明作废。某某村股份经济合作社遗失印章一枚，声明作废。江苏某某纺织有限公司遗失法人章一枚，声明作废。 — [596, 307, 730, 321]
divider — [596, 589, 730, 590]
notice-text: 陈德福：本院受理原告中国工商银行股份有限公司成都金牛支行诉被告陈德福信用卡纠纷一案，已审理终结。现依法向你公告送达民事判决书。自公告之日起经过30日即视为送达。如不服本判决，可在公告期满后15日内向本院递交上诉状及副本，上诉于四川省成都市中级人民法院。逾期本判决即发生法律效力。 — [60, 334, 194, 352]
liquidation-notice-title: 清算公告 — [647, 632, 679, 642]
notice-text: 辽宁某某房地产开发有限公司遗失商品房预售许可证，声明作废。某某村股份经济合作社遗失印章一枚，声明作废。江苏某某纺织有限公司遗失法人章一枚，声明作废。 — [596, 440, 730, 454]
court-name: 河南省平顶山市新华区人民法院 — [442, 482, 502, 488]
notice-text: (2023)浙0381民初9377号 瑞安市某某鞋业有限公司、李某某：本院受理原告浙江瑞安农村商业银行股份有限公司诉你们金融借款合同纠纷一案，现依法向你们公告送达起诉状副本、应诉通知书、举证通知书、开庭传票。自公告之日起经过30日即视为送达。提出答辩状和举证的期限分别为公告期满后15日内。本院定于举证期满后第3日上午9时在本院公开开庭审理，逾期将依法缺席裁判。 — [405, 207, 539, 230]
notice-text: 刘德辉：本院受理原告刘小华诉被告刘德辉离婚纠纷一案，已审理终结。现依法向你公告送达(2023)赣0721民初3352号民事判决书。自公告之日起经过60日即视为送达。如不服本判决，可在公告期满后15日内向本院递交上诉状及副本，上诉于江西省赣州市中级人民法院。逾期本判决即发生法律效力。 — [60, 766, 194, 784]
notice-text: 郑书营：本院受理原告中国农业银行股份有限公司平顶山分行诉被告郑书营金融借款合同纠纷一案，现依法向你公告送达起诉状副本、应诉通知书、举证通知书、开庭传票及合议庭组成人员通知书。自公告之日起经过30日即视为送达。提出答辩状的期限和举证期限分别为公告期满后15日内。本院定于举证期满后第3日上午9时在本院第十法庭公开开庭审理，逾期将依法缺席裁判。 — [60, 456, 194, 478]
notice-text: 李建国：本院受理原告张明诉被告李建国房屋租赁合同纠纷一案，现依法向你公告送达起诉状副本、应诉通知书、举证通知书及开庭传票。自公告之日起经过30日即视为送达。提出答辩状的期限和举证的期限分别为公告期满后15日内，并定于举证期满后第3日上午9时在本院公开开庭审理，逾期将依法缺席裁判。 — [60, 587, 194, 605]
court-name: 河南省平顶山市新华区人民法院 — [97, 731, 157, 737]
court-name: 湖北省武汉市武昌区人民法院 — [271, 458, 327, 464]
notice-text: 陈某某遗失执业医师资格证，证书编号：2021********，声明作废。张某遗失不动产权证书，证号：渝(2020)某某区不动产权第000****号，声明作废。李某某遗失出生医学证明，编号：Q44******，声明作废。王某遗失道路运输从业资格证，声明作废。 — [596, 255, 730, 274]
notice-text: 温建：本院受理原告重庆银行股份有限公司诉被告温建信用卡纠纷一案，现依法向你公告送达起诉状副本、应诉通知书、举证通知书、开庭传票。自公告之日起经过30日即视为送达。本院定于举证期满后第3日上午9时在本院公开开庭审理，逾期将依法缺席裁判。 — [232, 285, 366, 303]
court-name: 江苏省新沂市人民法院 — [106, 882, 148, 888]
notice-text: (2024)豫0402民初1056号 河南某某建设工程有限公司：本院受理原告某某劳务有限公司诉你公司建设工程分包合同纠纷一案，现依法向你公司公告送达起诉状副本、应诉通知书、举证通知书、开庭传票。自公告之日起经过30日即视为送达。本院定于举证期满后第3日上午9时在本院公开开庭审理。 — [405, 285, 539, 303]
column-header: 公告专栏 — [229, 161, 369, 177]
court-name: 江苏省无锡市梁溪区人民法院 — [444, 613, 500, 619]
notice-text: 胡金根：本院受理原告朱建军诉被告胡金根买卖合同纠纷一案，已审理终结。现依法向你公告送达(2023)浙0702民初11389号民事判决书。自公告之日起经过60日即视为送达。如不服本判决，可在公告期满后15日内向本院递交上诉状及副本，上诉于浙江省金华市中级人民法院。逾期本判决即发生法律效力。 — [60, 917, 194, 935]
notice-text: 黄丽娟、彭友：本院受理原告谢某某诉你们民间借贷纠纷一案，现依法向你们公告送达起诉状副本、应诉通知书、举证通知书、开庭传票。自公告之日起经过30日即视为送达。提出答辩状和举证的期限分别为公告期满后15日内。本院定于举证期满后第3日上午9时30分在本院第三法庭公开开庭审理，逾期将依法缺席裁判。 — [232, 465, 366, 483]
notice-text: (2024)豫0402民初1056号 河南某某建设工程有限公司：本院受理原告某某劳务有限公司诉你公司建设工程分包合同纠纷一案，现依法向你公司公告送达起诉状副本、应诉通知书、举证通知书、开庭传票。自公告之日起经过30日即视为送达。本院定于举证期满后第3日上午9时在本院公开开庭审理。 — [405, 465, 539, 483]
notice-text: (2023)浙0402民初5012号 周智：本院受理原告中国建设银行股份有限公司嘉兴分行诉被告周智信用卡纠纷一案，现依法向你公告送达起诉状副本、应诉通知书、举证通知书及开庭传票。自公告之日起经过30日即视为送达。本院定于举证期满后第3日上午9时在本院公开开庭审理，逾期将依法缺席裁判。 — [405, 620, 539, 638]
court-name: 江苏省无锡市梁溪区人民法院 — [444, 254, 500, 260]
court-name: 安徽省合肥市蜀山区人民法院 — [271, 201, 327, 207]
lost-statement-title: 遗失声明 — [116, 971, 138, 978]
notice-text: 徐秀英：本院受理原告某某物业服务有限公司诉被告徐秀英物业服务合同纠纷一案，已审理终结。现依法向你公告送达民事判决书。自公告之日起经过60日即视为送达。如不服本判决，可在公告期满后15日内向本院递交上诉状及副本，上诉于江苏省南京市中级人民法院。 — [232, 815, 366, 833]
court-name: 浙江省嘉兴市南湖区人民法院 — [444, 638, 500, 644]
notice-text: 胡金根：本院受理原告朱建军诉被告胡金根买卖合同纠纷一案，已审理终结。现依法向你公告送达(2023)浙0702民初11389号民事判决书。自公告之日起经过60日即视为送达。如不服本判决，可在公告期满后15日内向本院递交上诉状及副本，上诉于浙江省金华市中级人民法院。逾期本判决即发生法律效力。 — [60, 203, 194, 221]
notice-text: 陈玉霞：本院受理原告韩某某诉被告陈玉霞离婚纠纷一案，已审理终结。现依法向你公告送达民事判决书。自公告之日起经过60日即视为送达。如不服本判决，可在公告期满后15日内向本院递交上诉状及副本，上诉于江苏省无锡市中级人民法院。逾期本判决即发生法律效力。 — [405, 416, 539, 434]
column-body — [229, 177, 369, 872]
deregistration-notice-title: 注销公告 — [647, 593, 679, 603]
column-body — [402, 177, 542, 766]
court-name: 江苏省新沂市人民法院 — [106, 653, 148, 659]
